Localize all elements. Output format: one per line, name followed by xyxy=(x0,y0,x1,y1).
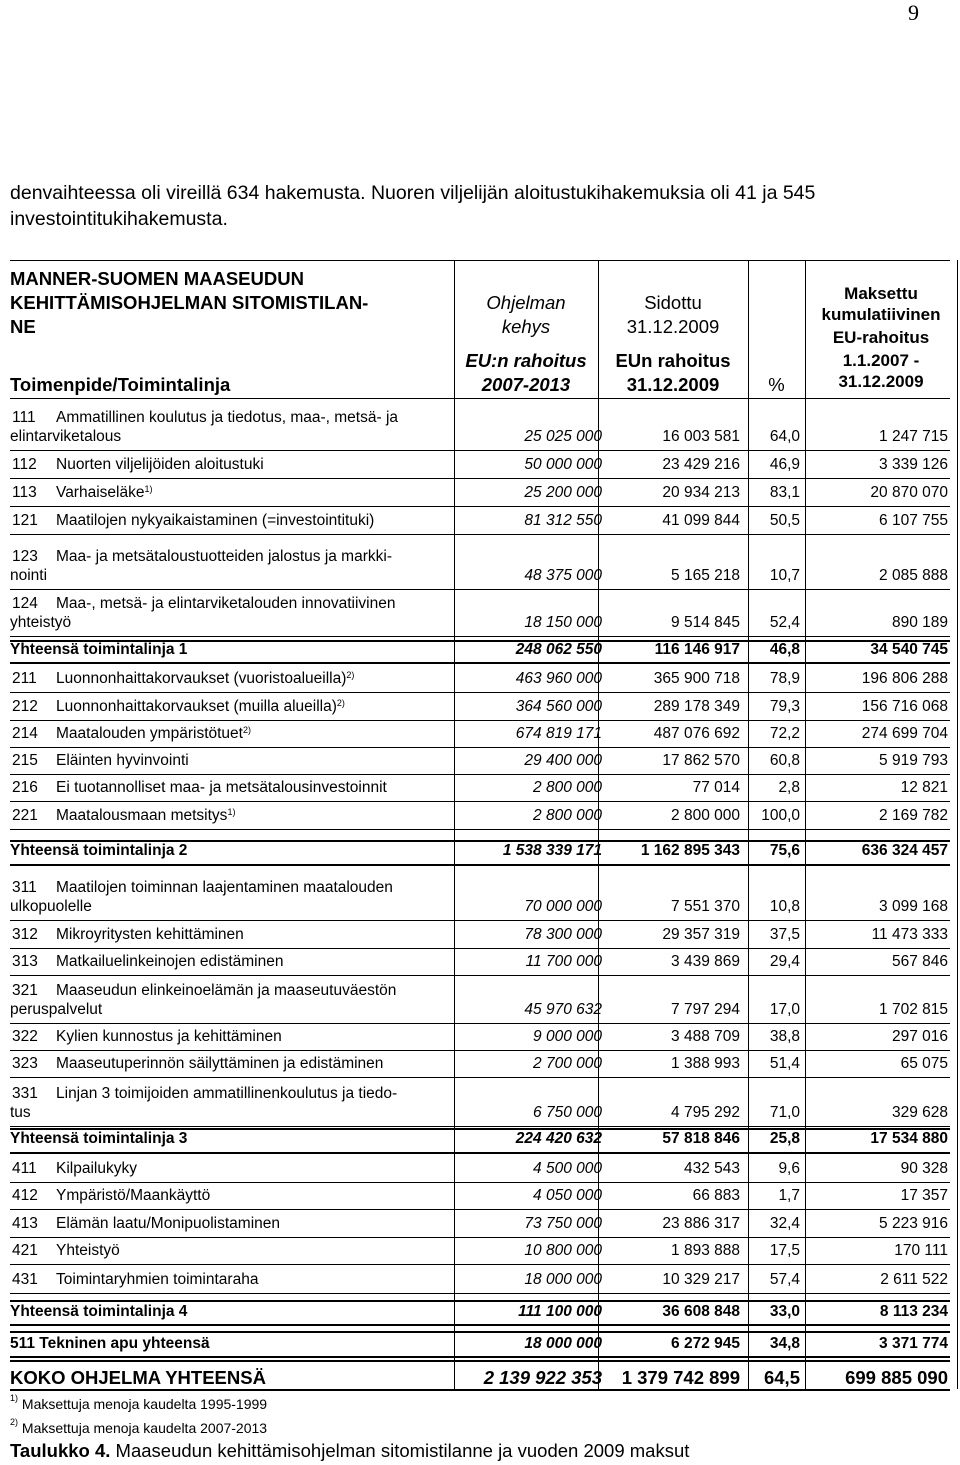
column-divider xyxy=(957,1023,958,1050)
cell-c4: 329 628 xyxy=(891,1104,948,1121)
cell-c2: 5 165 218 xyxy=(671,567,740,584)
cell-c3: 10,7 xyxy=(769,567,800,584)
cell-c3: 52,4 xyxy=(769,614,800,631)
footnote-mark: 2) xyxy=(10,1417,19,1427)
footnote-ref: 2) xyxy=(336,698,345,708)
col3-header: % xyxy=(768,374,785,395)
footnote-text: Maksettuja menoja kaudelta 2007-2013 xyxy=(21,1420,268,1436)
cell-c4: 5 919 793 xyxy=(879,752,948,769)
row-label-text-cont: ulkopuolelle xyxy=(10,898,92,915)
cell-c2: 4 795 292 xyxy=(671,1104,740,1121)
cell-c2: 41 099 844 xyxy=(662,512,740,529)
row-label-text-cont: tus xyxy=(10,1104,31,1121)
cell-c1: 25 025 000 xyxy=(524,428,602,445)
cell-c1: 50 000 000 xyxy=(524,456,602,473)
row-label-text-cont: elintarviketalous xyxy=(10,428,122,445)
column-divider xyxy=(957,534,958,589)
cell-c4: 2 169 782 xyxy=(879,807,948,824)
column-divider xyxy=(957,801,958,829)
column-divider xyxy=(957,747,958,774)
col2-header-d: 31.12.2009 xyxy=(626,374,720,395)
intro-paragraph: denvaihteessa oli vireillä 634 hakemusta. Nuoren viljelijän aloitustukihakemuksia oli 41 ja 545 investointitukihakemusta. xyxy=(10,182,816,230)
col4-header-c: EU-rahoitus xyxy=(832,328,930,347)
cell-c3: 37,5 xyxy=(769,926,800,943)
column-divider xyxy=(805,1331,806,1360)
cell-c2: 432 543 xyxy=(683,1160,740,1177)
cell-c3: 46,9 xyxy=(769,456,800,473)
row-label-text-cont: peruspalvelut xyxy=(10,1001,103,1018)
rowlabel-header: Toimenpide/Toimintalinja xyxy=(10,374,231,395)
cell-c2: 116 146 917 xyxy=(654,641,740,658)
cell-c4: 1 702 815 xyxy=(879,1001,948,1018)
page-number: 9 xyxy=(908,0,919,25)
cell-c4: 12 821 xyxy=(900,779,948,796)
cell-c1: 18 000 000 xyxy=(524,1271,602,1288)
col2-header-c: EUn rahoitus xyxy=(615,350,731,371)
cell-c3: 50,5 xyxy=(769,512,800,529)
footnote-ref: 2) xyxy=(346,670,355,680)
measure-code: 331 xyxy=(12,1085,38,1102)
column-divider xyxy=(957,1209,958,1237)
col4-header-b: kumulatiivinen xyxy=(821,305,941,324)
column-divider xyxy=(957,840,958,920)
cell-c4: 2 611 522 xyxy=(880,1271,948,1288)
measure-code: 124 xyxy=(12,595,38,612)
cell-c1: 45 970 632 xyxy=(524,1001,602,1018)
row-label-text: Linjan 3 toimijoiden ammatillinenkoulutus ja tiedo- xyxy=(56,1085,398,1102)
cell-c2: 3 488 709 xyxy=(671,1028,740,1045)
cell-c3: 75,6 xyxy=(769,842,800,859)
cell-c1: 81 312 550 xyxy=(524,512,602,529)
col4-header-e: 31.12.2009 xyxy=(838,372,924,391)
cell-c1: 10 800 000 xyxy=(524,1242,602,1259)
cell-c3: 33,0 xyxy=(769,1303,800,1320)
cell-c1: 6 750 000 xyxy=(533,1104,602,1121)
cell-c4: 5 223 916 xyxy=(879,1215,948,1232)
cell-c3: 34,8 xyxy=(769,1335,800,1352)
measure-code: 411 xyxy=(12,1160,37,1177)
cell-c2: 365 900 718 xyxy=(653,670,740,687)
cell-c3: 2,8 xyxy=(778,779,800,796)
measure-code: 212 xyxy=(12,698,38,715)
col1-header-b: kehys xyxy=(501,316,551,337)
row-label-text: Yhteensä toimintalinja 2 xyxy=(10,842,188,859)
measure-code: 221 xyxy=(12,807,38,824)
cell-c3: 25,8 xyxy=(769,1130,800,1147)
cell-c4: 3 371 774 xyxy=(879,1335,948,1352)
column-divider xyxy=(957,720,958,747)
cell-c3: 38,8 xyxy=(769,1028,800,1045)
row-label-text: Maatalousmaan metsitys xyxy=(56,807,228,824)
footnote-text: Maksettuja menoja kaudelta 1995-1999 xyxy=(21,1396,268,1412)
total-bottom-rule xyxy=(10,1389,950,1391)
row-label-text: Luonnonhaittakorvaukset (vuoristoalueilla) xyxy=(56,670,347,687)
row-label-text: Varhaiseläke xyxy=(56,484,145,501)
col4-header-d: 1.1.2007 - xyxy=(842,351,920,370)
cell-c3: 10,8 xyxy=(769,898,800,915)
measure-code: 123 xyxy=(12,548,38,565)
cell-c1: 29 400 000 xyxy=(524,752,602,769)
row-label-text: Maaseutuperinnön säilyttäminen ja edistäminen xyxy=(56,1055,384,1072)
column-divider xyxy=(805,1360,806,1389)
cell-c1: 25 200 000 xyxy=(524,484,602,501)
footnote-ref: 1) xyxy=(144,484,153,494)
row-label-text: Yhteensä toimintalinja 1 xyxy=(10,641,188,658)
cell-c2: 487 076 692 xyxy=(653,725,740,742)
cell-c3: 9,6 xyxy=(778,1160,800,1177)
measure-code: 216 xyxy=(12,779,38,796)
cell-c3: 32,4 xyxy=(769,1215,800,1232)
cell-c1: 2 700 000 xyxy=(533,1055,602,1072)
row-label-text: Elämän laatu/Monipuolistaminen xyxy=(56,1215,281,1232)
measure-code: 214 xyxy=(12,725,38,742)
footnote-ref: 1) xyxy=(227,807,236,817)
cell-c1: 9 000 000 xyxy=(533,1028,602,1045)
row-label-text: Toimintaryhmien toimintaraha xyxy=(56,1271,259,1288)
cell-c1: 364 560 000 xyxy=(515,698,602,715)
cell-c4: 17 534 880 xyxy=(870,1130,948,1147)
cell-c1: 48 375 000 xyxy=(524,567,602,584)
cell-c1: 4 050 000 xyxy=(533,1187,602,1204)
cell-c2: 7 551 370 xyxy=(671,898,740,915)
cell-c2: 2 800 000 xyxy=(671,807,740,824)
row-label-text: Yhteensä toimintalinja 3 xyxy=(10,1130,188,1147)
cell-c3: 1,7 xyxy=(778,1187,800,1204)
cell-c2: 289 178 349 xyxy=(653,698,740,715)
row-label-text: Maatilojen nykyaikaistaminen (=investointituki) xyxy=(56,512,375,529)
measure-code: 322 xyxy=(12,1028,38,1045)
cell-c4: 17 357 xyxy=(900,1187,948,1204)
cell-c4: 11 473 333 xyxy=(871,926,948,943)
cell-c1: 73 750 000 xyxy=(524,1215,602,1232)
measure-code: 215 xyxy=(12,752,38,769)
cell-c4: 3 099 168 xyxy=(879,898,948,915)
cell-c2: 3 439 869 xyxy=(671,953,740,970)
cell-c4: 65 075 xyxy=(900,1055,948,1072)
row-label-text: Matkailuelinkeinojen edistäminen xyxy=(56,953,284,970)
row-label-text: Maa-, metsä- ja elintarviketalouden innovatiivinen xyxy=(56,595,396,612)
column-divider xyxy=(957,1300,958,1331)
col1-header-a: Ohjelman xyxy=(486,292,566,313)
cell-c3: 79,3 xyxy=(769,698,800,715)
cell-c1: 70 000 000 xyxy=(524,898,602,915)
measure-code: 321 xyxy=(12,982,38,999)
table-title-line2: KEHITTÄMISOHJELMAN SITOMISTILAN- xyxy=(10,292,369,313)
cell-c4: 156 716 068 xyxy=(861,698,948,715)
cell-c4: 20 870 070 xyxy=(870,484,948,501)
row-label-text: Maaseudun elinkeinoelämän ja maaseutuväestön xyxy=(56,982,397,999)
cell-c2: 1 379 742 899 xyxy=(621,1367,740,1388)
table-total-row xyxy=(10,0,950,1389)
cell-c4: 2 085 888 xyxy=(879,567,948,584)
measure-code: 413 xyxy=(12,1215,38,1232)
column-divider xyxy=(598,1331,599,1360)
column-divider xyxy=(454,1331,455,1360)
col4-header-a: Maksettu xyxy=(844,284,918,303)
cell-c2: 10 329 217 xyxy=(662,1271,740,1288)
measure-code: 431 xyxy=(12,1271,38,1288)
row-label xyxy=(10,1367,480,1389)
column-divider xyxy=(957,948,958,975)
cell-c4: 170 111 xyxy=(894,1242,948,1259)
cell-c4: 274 699 704 xyxy=(861,725,948,742)
column-divider xyxy=(957,829,958,840)
cell-c2: 9 514 845 xyxy=(671,614,740,631)
row-label-text: Luonnonhaittakorvaukset (muilla alueilla) xyxy=(56,698,337,715)
measure-code: 113 xyxy=(12,484,37,501)
measure-code: 313 xyxy=(12,953,38,970)
cell-c1: 18 000 000 xyxy=(524,1335,602,1352)
measure-code: 311 xyxy=(12,879,37,896)
cell-c4: 699 885 090 xyxy=(845,1367,948,1388)
footnote-ref: 2) xyxy=(242,725,251,735)
cell-c2: 36 608 848 xyxy=(662,1303,740,1320)
column-divider xyxy=(957,450,958,478)
cell-c3: 29,4 xyxy=(769,953,800,970)
col1-header-d: 2007-2013 xyxy=(481,374,571,395)
cell-c1: 2 139 922 353 xyxy=(483,1367,602,1388)
cell-c2: 66 883 xyxy=(692,1187,740,1204)
cell-c2: 29 357 319 xyxy=(662,926,740,943)
cell-c3: 64,0 xyxy=(769,428,800,445)
row-label-text: 511 Tekninen apu yhteensä xyxy=(10,1335,210,1352)
footnote-2 xyxy=(10,1417,268,1436)
column-divider xyxy=(957,1331,958,1360)
cell-c2: 20 934 213 xyxy=(662,484,740,501)
row-label-text: Nuorten viljelijöiden aloitustuki xyxy=(56,456,264,473)
table-title-line3: NE xyxy=(10,316,36,337)
column-divider xyxy=(957,1237,958,1264)
row-label-text: Kylien kunnostus ja kehittäminen xyxy=(56,1028,282,1045)
column-divider xyxy=(957,692,958,720)
footnote-1 xyxy=(10,1393,268,1412)
measure-code: 412 xyxy=(12,1187,38,1204)
cell-c4: 34 540 745 xyxy=(870,641,948,658)
cell-c3: 64,5 xyxy=(763,1367,800,1388)
caption-label: Taulukko 4. xyxy=(10,1440,111,1461)
measure-code: 421 xyxy=(12,1242,38,1259)
measure-code: 211 xyxy=(12,670,37,687)
cell-c1: 224 420 632 xyxy=(515,1130,602,1147)
cell-c3: 46,8 xyxy=(769,641,800,658)
row-label-text: Maatalouden ympäristötuet xyxy=(56,725,243,742)
column-divider xyxy=(957,506,958,534)
column-divider xyxy=(957,1182,958,1209)
cell-c3: 72,2 xyxy=(769,725,800,742)
cell-c2: 1 162 895 343 xyxy=(640,842,740,859)
column-divider xyxy=(957,1077,958,1126)
row-label-text: Eläinten hyvinvointi xyxy=(56,752,189,769)
column-divider xyxy=(957,640,958,692)
cell-c2: 57 818 846 xyxy=(662,1130,740,1147)
row-label-text: Ei tuotannolliset maa- ja metsätalousinvestoinnit xyxy=(56,779,387,796)
cell-c4: 196 806 288 xyxy=(861,670,948,687)
cell-c3: 100,0 xyxy=(761,807,800,824)
measure-code: 121 xyxy=(12,512,38,529)
cell-c2: 1 893 888 xyxy=(671,1242,740,1259)
table-caption xyxy=(10,1440,689,1462)
row-label-text-cont: yhteistyö xyxy=(10,614,72,631)
cell-c3: 17,0 xyxy=(769,1001,800,1018)
cell-c1: 18 150 000 xyxy=(524,614,602,631)
cell-c4: 567 846 xyxy=(891,953,948,970)
cell-c4: 297 016 xyxy=(891,1028,948,1045)
cell-c1: 248 062 550 xyxy=(515,641,602,658)
row-label-text: Maa- ja metsätaloustuotteiden jalostus ja markki- xyxy=(56,548,392,565)
cell-c2: 23 886 317 xyxy=(662,1215,740,1232)
cell-c3: 17,5 xyxy=(769,1242,800,1259)
cell-c2: 1 388 993 xyxy=(671,1055,740,1072)
measure-code: 312 xyxy=(12,926,38,943)
cell-c3: 71,0 xyxy=(769,1104,800,1121)
cell-c3: 51,4 xyxy=(769,1055,800,1072)
cell-c4: 6 107 755 xyxy=(879,512,948,529)
cell-c4: 8 113 234 xyxy=(879,1303,948,1320)
column-divider xyxy=(957,1050,958,1077)
column-divider xyxy=(598,1360,599,1389)
table-title-line1: MANNER-SUOMEN MAASEUDUN xyxy=(10,268,304,289)
col1-header-c: EU:n rahoitus xyxy=(465,350,587,371)
cell-c2: 23 429 216 xyxy=(662,456,740,473)
column-divider xyxy=(748,1331,749,1360)
cell-c2: 16 003 581 xyxy=(662,428,740,445)
cell-c1: 2 800 000 xyxy=(533,779,602,796)
column-divider xyxy=(454,1360,455,1389)
cell-c1: 2 800 000 xyxy=(533,807,602,824)
cell-c1: 11 700 000 xyxy=(525,953,602,970)
cell-c3: 78,9 xyxy=(769,670,800,687)
cell-c1: 463 960 000 xyxy=(515,670,602,687)
row-divider xyxy=(10,1360,950,1362)
row-label-text-cont: nointi xyxy=(10,567,48,584)
cell-c2: 17 862 570 xyxy=(662,752,740,769)
cell-c2: 77 014 xyxy=(692,779,740,796)
column-divider xyxy=(957,589,958,636)
cell-c4: 1 247 715 xyxy=(879,428,948,445)
header-divider xyxy=(957,260,958,398)
column-divider xyxy=(957,1128,958,1182)
column-divider xyxy=(957,478,958,506)
measure-code: 111 xyxy=(12,409,36,426)
col2-header-b: 31.12.2009 xyxy=(626,316,720,337)
row-label-text: Mikroyritysten kehittäminen xyxy=(56,926,244,943)
cell-c4: 90 328 xyxy=(900,1160,948,1177)
column-divider xyxy=(957,920,958,948)
column-divider xyxy=(957,1293,958,1300)
column-divider xyxy=(957,1264,958,1293)
measure-code: 323 xyxy=(12,1055,38,1072)
cell-c1: 111 100 000 xyxy=(518,1303,602,1320)
cell-c2: 6 272 945 xyxy=(671,1335,740,1352)
row-label-text: Maatilojen toiminnan laajentaminen maatalouden xyxy=(56,879,393,896)
measure-code: 112 xyxy=(12,456,37,473)
column-divider xyxy=(957,975,958,1023)
row-label-text: Kilpailukyky xyxy=(56,1160,137,1177)
cell-c4: 636 324 457 xyxy=(861,842,948,859)
row-label-text: Ammatillinen koulutus ja tiedotus, maa-, metsä- ja xyxy=(56,409,399,426)
row-label-text: Yhteensä toimintalinja 4 xyxy=(10,1303,188,1320)
cell-c4: 890 189 xyxy=(891,614,948,631)
row-label-text: Ympäristö/Maankäyttö xyxy=(56,1187,211,1204)
cell-c1: 1 538 339 171 xyxy=(502,842,602,859)
cell-c3: 83,1 xyxy=(769,484,800,501)
column-divider xyxy=(957,398,958,450)
caption-text: Maaseudun kehittämisohjelman sitomistilanne ja vuoden 2009 maksut xyxy=(110,1440,690,1461)
footnote-mark: 1) xyxy=(10,1393,19,1403)
cell-c4: 3 339 126 xyxy=(879,456,948,473)
col2-header-a: Sidottu xyxy=(644,292,702,313)
cell-c3: 57,4 xyxy=(769,1271,800,1288)
column-divider xyxy=(748,1360,749,1389)
cell-c1: 78 300 000 xyxy=(524,926,602,943)
column-divider xyxy=(957,774,958,801)
cell-c1: 674 819 171 xyxy=(515,725,602,742)
cell-c2: 7 797 294 xyxy=(671,1001,740,1018)
row-label-text: Yhteistyö xyxy=(56,1242,120,1259)
column-divider xyxy=(957,1360,958,1389)
cell-c3: 60,8 xyxy=(769,752,800,769)
cell-c1: 4 500 000 xyxy=(533,1160,602,1177)
row-label-text: KOKO OHJELMA YHTEENSÄ xyxy=(10,1367,266,1388)
